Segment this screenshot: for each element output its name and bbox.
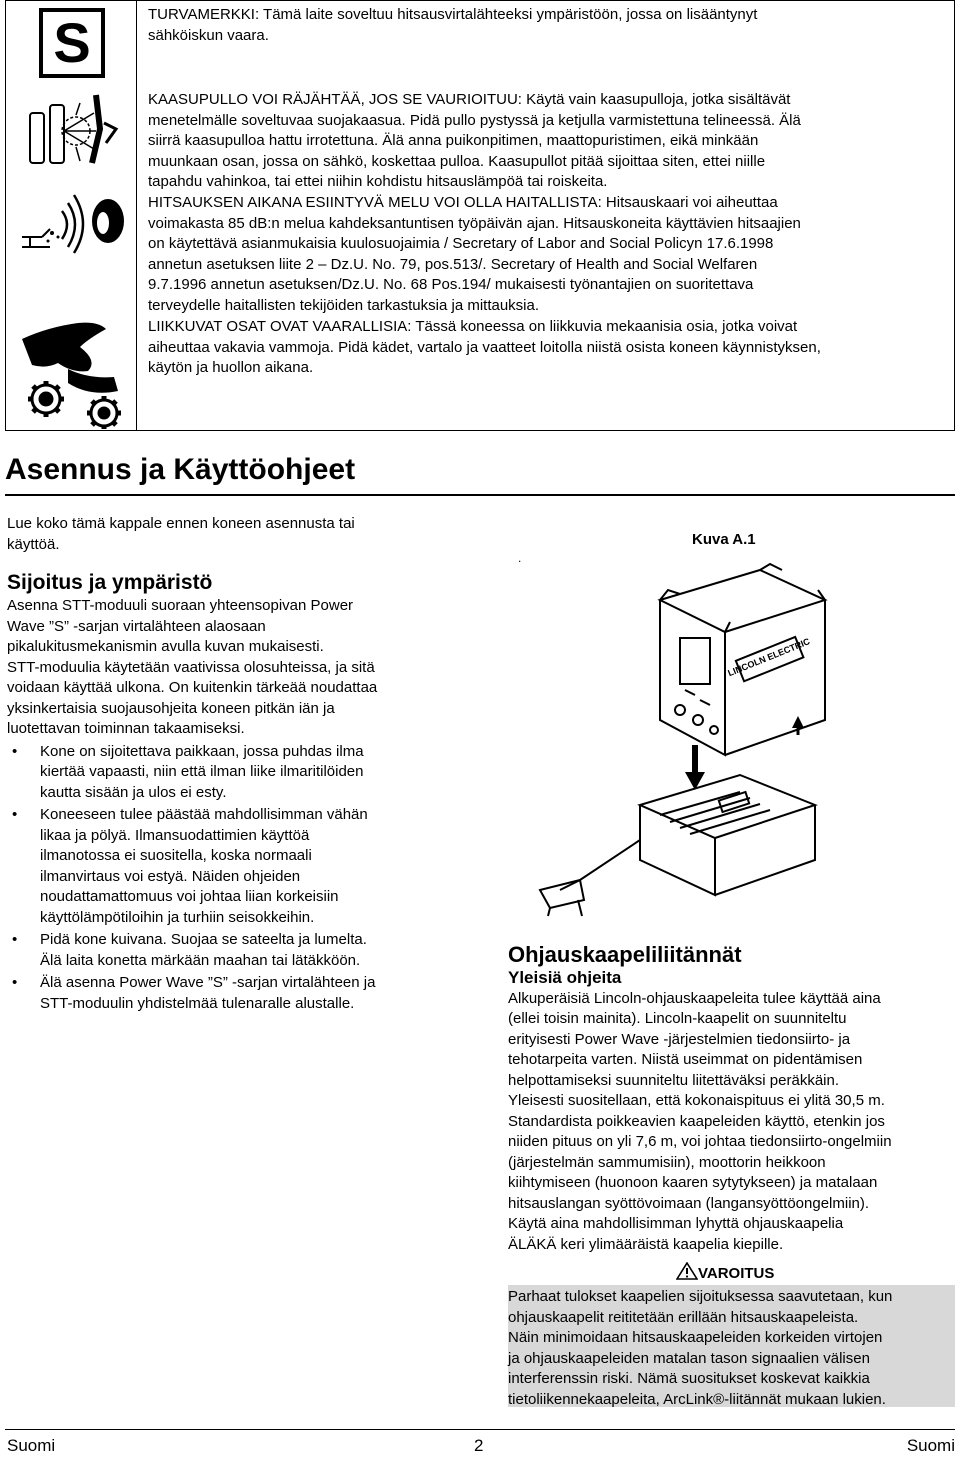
warning-triangle-icon — [676, 1262, 698, 1280]
caution-title-text: VAROITUS — [698, 1265, 775, 1282]
caution-title — [676, 1262, 774, 1285]
warning-moving-parts-text — [148, 317, 948, 379]
warning-noise-text — [148, 193, 948, 316]
paragraph-line: hitsauslangan syöttövoimaan (langansyöttöongelmiin). — [508, 1194, 870, 1212]
caution-line: Parhaat tulokset kaapelien sijoituksessa saavutetaan, kun — [508, 1288, 893, 1305]
safety-warnings-table — [5, 0, 955, 431]
footer-divider — [5, 1429, 955, 1430]
placement-line: Asenna STT-moduuli suoraan yhteensopivan Power — [7, 597, 354, 614]
intro-text — [7, 514, 447, 555]
electric-shock-icon — [39, 8, 105, 78]
placement-line: luotettavan toiminnan takaamiseksi. — [7, 720, 245, 737]
paragraph-line: niiden pituus on yli 7,6 m, voi johtaa tiedonsiirto-ongelmiin — [508, 1133, 892, 1150]
figure-label: Kuva A.1 — [692, 531, 756, 548]
paragraph-line: Standardista poikkeavien kaapeleiden käyttö, etenkin jos — [508, 1112, 885, 1130]
control-cables-section — [508, 942, 955, 1255]
placement-line: Wave ”S” -sarjan virtalähteen alaosaan — [7, 617, 266, 635]
intro-line: käyttöä. — [7, 535, 60, 553]
section-title: Asennus ja Käyttöohjeet — [5, 453, 356, 486]
caution-line: ohjauskaapelit reititetään erillään hitsauskaapeleista. — [508, 1308, 859, 1326]
placement-bullet-list — [7, 742, 447, 1015]
control-cables-heading: Ohjauskaapeliliitännät — [508, 942, 742, 967]
warning-line: muunkaan osan, jossa on sähkö, koskettaa pulloa. Kaasupullot pitää sijoittaa siten, ettei niille — [148, 152, 766, 170]
footer-language-left: Suomi — [7, 1436, 56, 1455]
machine-illustration — [520, 560, 830, 920]
warning-line: tapahdu vahinkoa, tai ettei niihin kohdistu hitsauslämpöä tai roiskeita. — [148, 173, 608, 190]
placement-line: pikalukitusmekanismin avulla kuvan mukaisesti. — [7, 638, 324, 655]
footer-language-right: Suomi — [906, 1436, 955, 1455]
warning-line: annetun asetuksen liite 2 – Dz.U. No. 79, pos.513/. Secretary of Health and Social Welfaren — [148, 255, 758, 273]
caution-line: ja ohjauskaapeleiden matalan tason signaalien välisen — [508, 1349, 870, 1367]
warning-electric-shock-text — [148, 5, 948, 46]
paragraph-line: kiihtymiseen (huonoon kaaren sytytykseen) ja matalaan — [508, 1174, 878, 1191]
caution-box — [508, 1285, 955, 1407]
paragraph-line: Käytä aina mahdollisimman lyhyttä ohjauskaapelia — [508, 1215, 844, 1232]
warning-line: TURVAMERKKI: Tämä laite soveltuu hitsausvirtalähteeksi ympäristöön, jossa on lisääntynyt — [148, 6, 758, 23]
caution-line: interferenssin riski. Nämä suositukset koskevat kaikkia — [508, 1370, 870, 1387]
warning-line: LIIKKUVAT OSAT OVAT VAARALLISIA: Tässä koneessa on liikkuvia mekaanisia osia, jotka voivat — [148, 318, 798, 335]
caution-line: tietoliikennekaapeleita, ArcLink®-liitännät mukaan lukien. — [508, 1390, 886, 1408]
placement-line: STT-moduulia käytetään vaativissa olosuhteissa, ja sitä — [7, 658, 375, 676]
list-item: • Kone on sijoitettava paikkaan, jossa puhdas ilma kiertää vapaasti, niin että ilman liike ilmaritilöiden kautta sisään ja ulos ei esty. — [40, 742, 447, 804]
list-item: • Älä asenna Power Wave ”S” -sarjan virtalähteen ja STT-moduulin yhdistelmää tulenaralle alustalle. — [40, 973, 447, 1014]
warning-line: menetelmälle soveltuvaa suojakaasua. Pidä pullo pystyssä ja ketjulla varmistettuna telineessä. Älä — [148, 111, 801, 129]
warning-line: siirrä kaasupulloa hattu irrotettuna. Älä anna puikonpitimen, maattopuristimen, eikä minkään — [148, 132, 759, 149]
paragraph-line: helpottamiseksi suunniteltu liitettäväksi peräkkäin. — [508, 1071, 840, 1089]
placement-line: voidaan käyttää ulkona. On kuitenkin tärkeää noudattaa — [7, 679, 378, 696]
warning-gas-cylinder-text — [148, 90, 948, 193]
warning-line: 9.7.1996 annetun asetuksen/Dz.U. No. 68 Pos.194/ mukaisesti työnantajien on suoritettava — [148, 276, 754, 293]
placement-line: yksinkertaisia suojausohjeita koneen pitkän iän ja — [7, 699, 335, 717]
paragraph-line: ÄLÄKÄ keri ylimääräistä kaapelia kiepille. — [508, 1235, 784, 1253]
warning-line: on käytettävä asianmukaisia kuulosuojaimia / Secretary of Labor and Social Policyn 17.6.1998 — [148, 235, 774, 252]
placement-heading: Sijoitus ja ympäristö — [7, 571, 213, 594]
list-item: • Koneeseen tulee päästää mahdollisimman vähän likaa ja pölyä. Ilmansuodattimien käyttöä ilmanotossa ei suositella, koska normaali ilmanvirtaus voi estyä. Näiden ohjeiden noudattamattomuus voi johtaa liian korkeisiin käyttölämpötiloihin ja turhiin seisokkeihin. — [40, 805, 447, 928]
moving-parts-hand-icon — [18, 317, 130, 429]
page-number: 2 — [474, 1436, 484, 1455]
noise-hearing-icon — [20, 189, 128, 259]
paragraph-line: Yleisesti suositellaan, että kokonaispituus ei ylitä 30,5 m. — [508, 1092, 885, 1109]
intro-line: Lue koko tämä kappale ennen koneen asennusta tai — [7, 515, 355, 532]
warning-line: sähköiskun vaara. — [148, 26, 269, 44]
control-cables-subheading: Yleisiä ohjeita — [508, 968, 622, 987]
warning-line: HITSAUKSEN AIKANA ESIINTYVÄ MELU VOI OLLA HAITALLISTA: Hitsauskaari voi aiheuttaa — [148, 194, 778, 211]
warning-line: KAASUPULLO VOI RÄJÄHTÄÄ, JOS SE VAURIOITUU: Käytä vain kaasupulloja, jotka sisältävät — [148, 91, 791, 108]
placement-section — [7, 570, 447, 1015]
warning-line: käytön ja huollon aikana. — [148, 359, 314, 376]
section-divider — [5, 494, 955, 496]
paragraph-line: (järjestelmän sammumisiin), moottorin heikkoon — [508, 1153, 826, 1171]
warning-line: voimakasta 85 dB:n melua kahdeksantuntisen työpäivän ajan. Hitsauskoneita käyttävien hitsaajien — [148, 214, 801, 232]
warning-line: aiheuttaa vakavia vammoja. Pidä kädet, vartalo ja vaatteet loitolla niistä osista koneen käynnistyksen, — [148, 338, 821, 356]
paragraph-line: erityisesti Power Wave -järjestelmien tiedonsiirto- ja — [508, 1030, 851, 1048]
list-item: • Pidä kone kuivana. Suojaa se sateelta ja lumelta. Älä laita konetta märkään maahan tai lätäkköön. — [40, 930, 447, 971]
gas-cylinder-icon — [24, 93, 124, 173]
paragraph-line: Alkuperäisiä Lincoln-ohjauskaapeleita tulee käyttää aina — [508, 989, 881, 1007]
brand-label: LINCOLN ELECTRIC — [726, 636, 812, 679]
caution-line: Näin minimoidaan hitsauskaapeleiden korkeiden virtojen — [508, 1329, 883, 1346]
figure-dot: . — [518, 551, 522, 565]
paragraph-line: (ellei toisin mainita). Lincoln-kaapelit on suunniteltu — [508, 1010, 847, 1027]
paragraph-line: tehotarpeita varten. Niistä useimmat on pidentämisen — [508, 1051, 863, 1068]
warning-line: terveydelle haitallisten tekijöiden tarkastuksia ja mittauksia. — [148, 296, 540, 314]
svg-text:S: S — [53, 11, 91, 74]
